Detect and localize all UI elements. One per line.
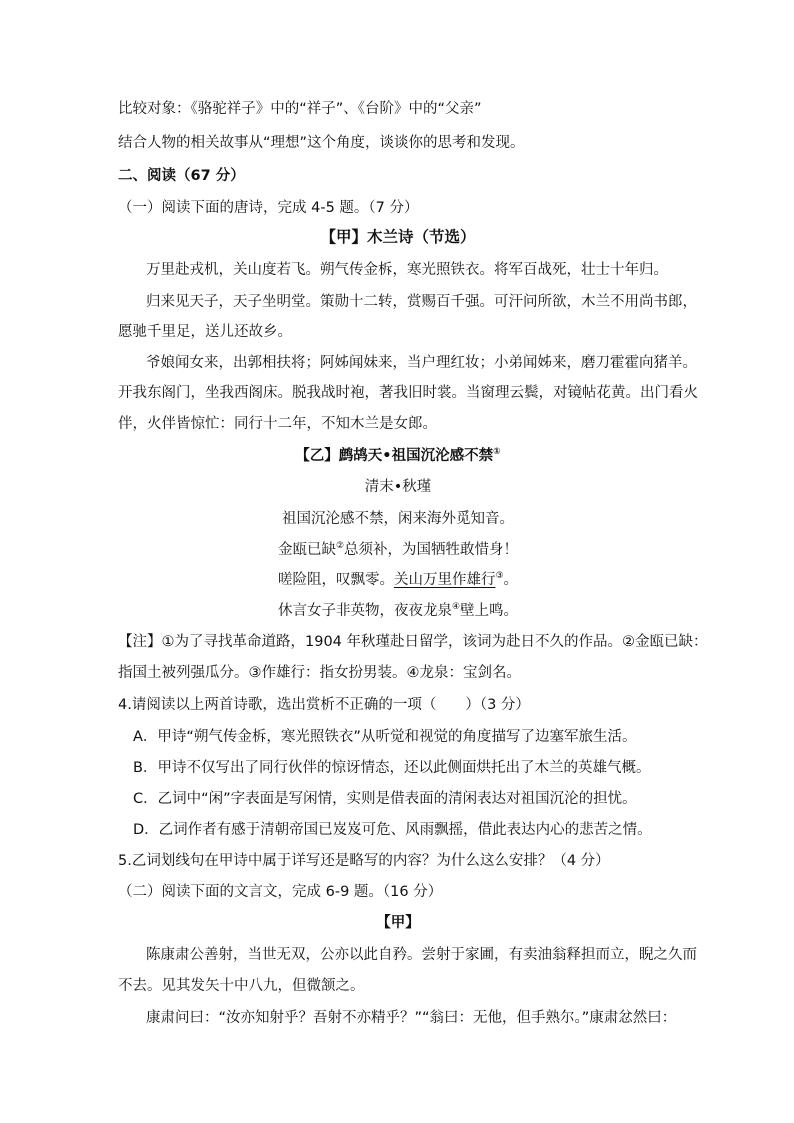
- poem-b-line-4: [118, 601, 678, 621]
- poem-b-text: 壁上鸣。: [460, 603, 519, 619]
- poem-b-line-3: [118, 570, 678, 590]
- note-line-2: 指国土被列强瓜分。③作雄行：指女扮男装。④龙泉：宝剑名。: [118, 665, 521, 681]
- section-heading: 二、阅读（67 分）: [118, 168, 245, 184]
- poem-b-text: 。: [503, 572, 519, 588]
- question-4-option: B．甲诗不仅写出了同行伙伴的惊讶情态，还以此侧面烘托出了木兰的英雄气概。: [133, 760, 651, 776]
- poem-b-text: 总须补，为国牺牲敢惜身！: [344, 542, 519, 558]
- poem-b-text: 金瓯已缺: [277, 542, 336, 558]
- poem-a-line: 愿驰千里足，送儿还故乡。: [118, 324, 292, 340]
- footnote-mark: ①: [493, 447, 501, 457]
- part1-instruction: （一）阅读下面的唐诗，完成 4-5 题。（7 分）: [118, 200, 419, 216]
- poem-a-title: 【甲】木兰诗（节选）: [320, 228, 476, 246]
- footnote-mark: ④: [451, 602, 461, 612]
- question-4-stem: 4.请阅读以上两首诗歌，选出赏析不正确的一项（ ）（3 分）: [118, 697, 530, 713]
- question-4-option: C．乙词中“闲”字表面是写闲情，实则是借表面的清闲表达对祖国沉沦的担忧。: [133, 791, 637, 807]
- intro-line-1: 比较对象：《骆驼祥子》中的“祥子”、《台阶》中的“父亲”: [118, 101, 482, 117]
- poem-b-text: 嗟险阻，叹飘零。: [277, 572, 394, 588]
- poem-b-title: [118, 446, 678, 466]
- poem-b-author: 清末•秋瑾: [364, 479, 432, 495]
- intro-line-2: 结合人物的相关故事从“理想”这个角度，谈谈你的思考和发现。: [118, 135, 525, 151]
- question-4-option: A．甲诗“朔气传金柝，寒光照铁衣”从听觉和视觉的角度描写了边塞军旅生活。: [133, 729, 637, 745]
- poem-a-line: 万里赴戎机，关山度若飞。朔气传金柝，寒光照铁衣。将军百战死，壮士十年归。: [146, 262, 668, 278]
- poem-a-line: 爷娘闻女来，出郭相扶将；阿姊闻妹来，当户理红妆；小弟闻姊来，磨刀霍霍向猪羊。: [146, 355, 697, 371]
- part2-instruction: （二）阅读下面的文言文，完成 6-9 题。（16 分）: [118, 884, 443, 900]
- footnote-mark: ②: [335, 541, 345, 551]
- poem-b-title-text: 【乙】鹧鸪天•祖国沉沦感不禁: [295, 448, 494, 464]
- note-line-1: 【注】①为了寻找革命道路，1904 年秋瑾赴日留学，该词为赴日不久的作品。②金瓯已缺：: [118, 634, 708, 650]
- underlined-line: 关山万里作雄行: [393, 572, 496, 588]
- poem-b-line-1: 祖国沉沦感不禁，闲来海外觅知音。: [282, 511, 514, 527]
- prose-a-title: 【甲】: [376, 915, 420, 931]
- question-4-option: D．乙词作者有感于清朝帝国已岌岌可危、风雨飘摇，借此表达内心的悲苦之情。: [133, 822, 652, 838]
- poem-a-line: 归来见天子，天子坐明堂。策勋十二转，赏赐百千强。可汗问所欲，木兰不用尚书郎，: [146, 294, 697, 310]
- prose-a-line: 康肃问曰：“汝亦知射乎？吾射不亦精乎？”“翁曰：无他，但手熟尔。”康肃忿然曰：: [146, 1010, 677, 1026]
- question-5: 5.乙词划线句在甲诗中属于详写还是略写的内容？为什么这么安排？（4 分）: [118, 853, 610, 869]
- prose-a-line: 不去。见其发矢十中八九，但微颔之。: [118, 978, 365, 994]
- footnote-mark: ③: [495, 571, 504, 581]
- prose-a-line: 陈康肃公善射，当世无双，公亦以此自矜。尝射于家圃，有卖油翁释担而立，睨之久而: [146, 947, 697, 963]
- poem-b-line-2: [118, 540, 678, 560]
- poem-a-line: 伴，火伴皆惊忙：同行十二年，不知木兰是女郎。: [118, 416, 437, 432]
- poem-a-line: 开我东阁门，坐我西阁床。脱我战时袍，著我旧时裳。当窗理云鬓，对镜帖花黄。出门看火: [118, 385, 698, 401]
- poem-b-text: 休言女子非英物，夜夜龙泉: [277, 603, 452, 619]
